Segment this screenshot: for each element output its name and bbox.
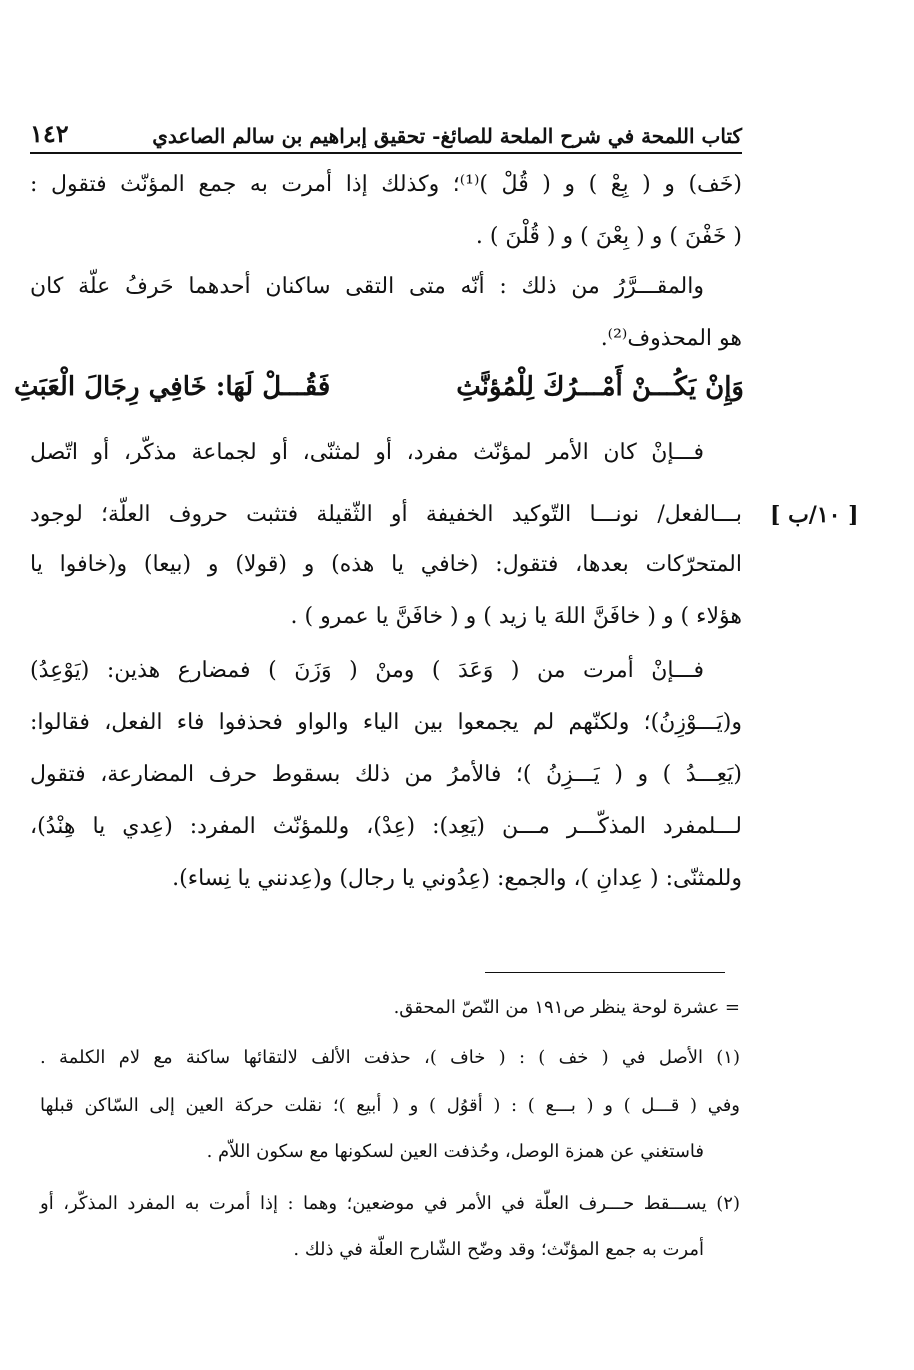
page-number: ١٤٢ — [30, 119, 69, 148]
footnote-line: (١) الأصل في ( خف ) : ( خاف )، حذفت الألف لالتقائها ساكنة مع لام الكلمة . — [40, 1047, 740, 1068]
verse-second-hemistich: فَقُـــلْ لَهَا: خَافِي رِجَالَ الْعَبَثِ — [14, 372, 331, 402]
body-line: هؤلاء ) و ( خافَنَّ اللهَ يا زيد ) و ( خافَنَّ يا عمرو ) . — [290, 604, 742, 629]
body-line: (يَعِـــدُ ) و ( يَـــزِنُ )؛ فالأمرُ من ذلك بسقوط حرف المضارعة، فتقول — [30, 762, 742, 787]
page-header — [30, 108, 742, 148]
footnote-line: (٢) يســـقط حـــرف العلّة في الأمر في موضعين؛ وهما : إذا أمرت به المفرد المذكّر، أو — [40, 1193, 740, 1214]
header-rule — [30, 152, 742, 154]
body-line: فـــإنْ أمرت من ( وَعَدَ ) ومنْ ( وَزَنَ ) فمضارع هذين: (يَوْعِدُ) — [30, 658, 704, 683]
body-line: هو المحذوف⁽²⁾. — [600, 326, 742, 351]
body-line: والمقـــرَّرُ من ذلك : أنّه متى التقى ساكنان أحدهما حَرفُ علّة كان — [30, 274, 704, 299]
verse-first-hemistich: وَإِنْ يَكُـــنْ أَمْـــرُكَ لِلْمُؤنَّثِ — [456, 372, 744, 402]
footnote-line: أمرت به جمع المؤنّث؛ وقد وضّح الشّارح العلّة في ذلك . — [293, 1239, 704, 1260]
body-line: ( خَفْنَ ) و ( بِعْنَ ) و ( قُلْنَ ) . — [475, 224, 742, 249]
footnote-line: فاستغني عن همزة الوصل، وحُذفت العين لسكونها مع سكون اللاّم . — [206, 1141, 704, 1162]
body-line: بـــالفعل/ نونـــا التّوكيد الخفيفة أو الثّقيلة فتثبت حروف العلّة؛ لوجود — [30, 502, 742, 527]
body-line: (خَف) و ( بِعْ ) و ( قُلْ )⁽¹⁾؛ وكذلك إذا أمرت به جمع المؤنّث فتقول : — [30, 172, 742, 197]
body-line: لـــلمفرد المذكّـــر مـــن (يَعِد): (عِدْ)، وللمؤنّث المفرد: (عِدي يا هِنْدُ)، — [30, 814, 742, 839]
body-line: المتحرّكات بعدها، فتقول: (خافي يا هذه) و (قولا) و (بيعا) و(خافوا يا — [30, 552, 742, 577]
body-line: فـــإنْ كان الأمر لمؤنّث مفرد، أو لمثنّى، أو لجماعة مذكّر، أو اتّصل — [30, 440, 704, 465]
running-title: كتاب اللمحة في شرح الملحة للصائغ- تحقيق إبراهيم بن سالم الصاعدي — [152, 124, 742, 148]
footnote-line: وفي ( قـــل ) و ( بـــع ) : ( أقوُل ) و ( أبيع )؛ نقلت حركة العين إلى السّاكن قبلها — [40, 1095, 740, 1116]
poem-verse — [14, 362, 744, 412]
footnote-separator — [485, 972, 725, 973]
body-line: و(يَـــوْزِنُ)؛ ولكنّهم لم يجمعوا بين الياء والواو فحذفوا فاء الفعل، فقالوا: — [30, 710, 742, 735]
manuscript-folio-marker: [ ١٠/ب ] — [770, 502, 859, 528]
body-line: وللمثنّى: ( عِدانِ )، والجمع: (عِدُوني يا رجال) و(عِدنني يا نِساء). — [172, 866, 742, 891]
footnote-line: = عشرة لوحة ينظر ص١٩١ من النّصّ المحقق. — [393, 997, 740, 1018]
